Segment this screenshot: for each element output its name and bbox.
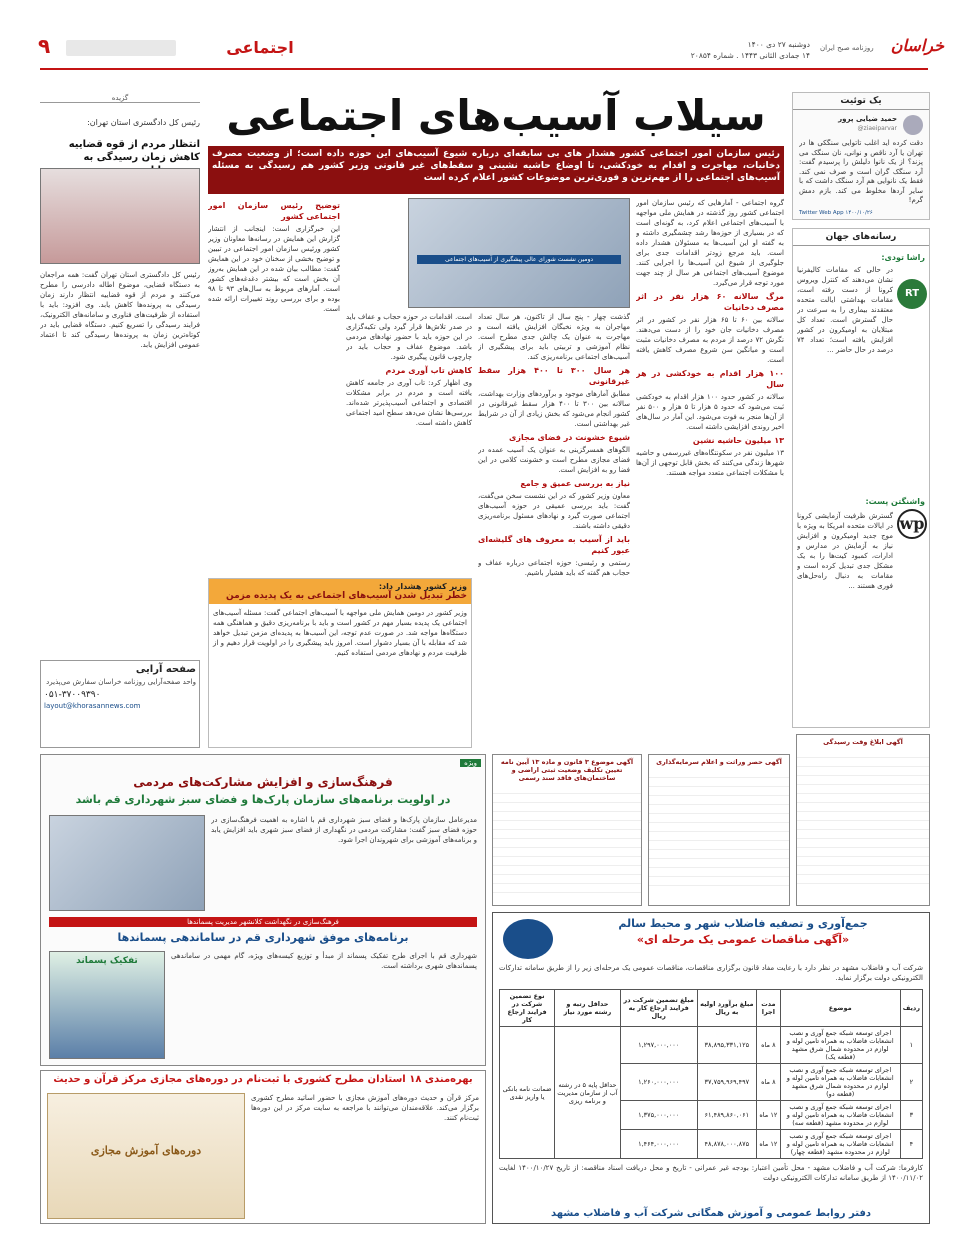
tweet-footer: Twitter Web App ۱۴۰۰/۱۰/۲۶	[799, 210, 873, 216]
waste-promo	[49, 951, 165, 1059]
table-cell: ۱,۲۶۰,۰۰۰,۰۰۰	[620, 1064, 697, 1101]
tender-header-cell: مبلغ برآورد اولیه به ریال	[697, 990, 756, 1027]
ad-strip: فرهنگ‌سازی در نگهداشت کلانشهر مدیریت پسماندها	[49, 917, 477, 927]
subhead-explanation: توضیح رئیس سازمان امور اجتماعی کشور	[208, 201, 340, 221]
contact-title: صفحه آرایی	[135, 664, 196, 675]
table-row	[500, 1027, 923, 1064]
world-media-box	[792, 228, 930, 728]
notice-3-title: آگهی ابلاغ وقت رسیدگی	[823, 738, 903, 746]
table-cell: ۱,۲۹۷,۰۰۰,۰۰۰	[620, 1027, 697, 1064]
article-hijab: است. اقدامات در حوزه حجاب و عفاف باید در صدر تلاش‌ها قرار گیرد ولی تکیه‌گزاری در این حوزه باید با حضور نهادهای مردمی باشد. موضوع عفاف و حجاب باید در چارچوب قانون پیگیری شود.	[346, 313, 472, 361]
tender-header-cell: حداقل رتبه و رشته مورد نیاز	[555, 990, 620, 1027]
world-media-header: رسانه‌های جهان	[793, 229, 929, 246]
tweet-handle: @ziaeiparvar	[857, 125, 897, 132]
subhead-abortion: هر سال ۳۰۰ تا ۴۰۰ هزار سقط غیرقانونی	[478, 366, 630, 386]
tender-header-cell: نوع تضمین شرکت در فرایند ارجاع کار	[500, 990, 555, 1027]
tender-header-cell: موضوع	[780, 990, 900, 1027]
table-cell: ۱۲ ماه	[757, 1130, 781, 1159]
table-cell: ۳۸,۸۹۵,۳۳۱,۱۲۵	[697, 1027, 756, 1064]
ad-body-2: شهرداری قم با اجرای طرح تفکیک پسماند از مبدأ و توزیع کیسه‌های ویژه، گام مهمی در ساماندهی پسماندهای شهری برداشته است.	[171, 952, 477, 970]
contact-email: layout@khorasannews.com	[44, 702, 141, 710]
selection-kicker: گزیده	[40, 94, 200, 103]
water-logo	[503, 919, 553, 959]
table-cell: ۳۷,۷۵۹,۹۶۹,۴۹۷	[697, 1064, 756, 1101]
tender-table	[499, 989, 923, 1159]
table-cell: ۸ ماه	[757, 1064, 781, 1101]
masthead	[0, 0, 960, 84]
article-violence: الگوهای همسرگزینی به عنوان یک آسیب عمده در فضای مجازی مطرح است و خشونت کلامی در این فضا رو به افزایش است.	[478, 446, 630, 474]
subhead-review: نیاز به بررسی عمیق و جامع	[520, 479, 630, 488]
logo-sub: روزنامه صبح ایران	[820, 44, 874, 52]
rt-logo: RT	[897, 279, 927, 309]
subhead-violence: شیوع خشونت در فضای مجازی	[509, 433, 630, 442]
subhead-resilience: کاهش تاب آوری مردم	[385, 366, 472, 375]
ad-title-1: فرهنگ‌سازی و افزایش مشارکت‌های مردمی	[133, 775, 393, 789]
warning-kicker: وزیر کشور هشدار داد:	[378, 582, 467, 591]
ad-photo	[49, 815, 205, 911]
ad-kicker: ویژه	[460, 759, 481, 767]
tender-ad	[492, 912, 930, 1224]
table-cell: ۴۸,۸۷۸,۰۰۰,۸۷۵	[697, 1130, 756, 1159]
tender-header-row	[500, 990, 923, 1027]
quran-promo	[47, 1093, 245, 1219]
table-cell: ۶۱,۴۸۹,۸۶۰,۰۶۱	[697, 1101, 756, 1130]
photo-banner: دومین نشست شورای عالی پیشگیری از آسیب‌های اجتماعی	[417, 255, 621, 264]
subhead-suicide: ۱۰۰ هزار اقدام به خودکشی در هر سال	[636, 369, 784, 389]
article-migration: گذشت چهار - پنج سال از تاکنون، هر سال تعداد مهاجران به ویژه نخبگان افزایش یافته است و مهاجرت به عنوان یک چالش جدی مطرح است. نظام آموزشی و تربیتی باید برای پیشگیری از آسیب‌های اجتماعی برنامه‌ریزی کند.	[478, 313, 630, 361]
tender-intro: شرکت آب و فاضلاب مشهد در نظر دارد با رعایت مفاد قانون برگزاری مناقصات، مناقصات عمومی یک مرحله‌ای زیر را از طریق سامانه تدارکات الکترونیکی دولت برگزار نماید.	[499, 964, 923, 982]
date-line-2: ۱۴ جمادی الثانی ۱۴۴۳ . شماره ۲۰۸۵۴	[690, 51, 810, 60]
table-cell: اجرای توسعه شبکه جمع آوری و نصب انشعابات فاضلاب به همراه تامین لوله و لوازم در محدوده مشهد (قطعه چهار)	[780, 1130, 900, 1159]
ad-title-2: در اولویت برنامه‌های سازمان پارک‌ها و فضای سبز شهرداری قم باشد	[75, 793, 451, 806]
date-line-1: دوشنبه ۲۷ دی ۱۴۰۰	[747, 40, 810, 49]
tender-footer: کارفرما: شرکت آب و فاضلاب مشهد - محل تأمین اعتبار: بودجه غیر عمرانی - تاریخ و محل دریافت اسناد مناقصه: از تاریخ ۱۴۰۰/۱۰/۲۷ لغایت ۱۴۰۰/۱۱/۰۲ از طریق سامانه تدارکات الکترونیکی دولت	[499, 1164, 923, 1182]
table-cell: ۱,۴۶۴,۰۰۰,۰۰۰	[620, 1130, 697, 1159]
notice-2-title: آگهی حصر وراثت و اعلام سرمایه‌گذاری	[656, 758, 782, 766]
logo: خراسان	[890, 36, 944, 55]
table-cell: ۱,۳۷۵,۰۰۰,۰۰۰	[620, 1101, 697, 1130]
media-item-2-body: گسترش ظرفیت آزمایشی کرونا در ایالات متحده امریکا به ویژه با موج جدید اومیکرون و افزایش نیاز به آزمایش در مدارس و ادارات، کمبود کیت‌ها را به یک مشکل جدی تبدیل کرده است و مقامات به دنبال راه‌حل‌های فوری هستند ...	[797, 512, 893, 590]
selection-source: رئیس کل دادگستری استان تهران:	[87, 118, 200, 127]
article-suicide: سالانه در کشور حدود ۱۰۰ هزار اقدام به خودکشی ثبت می‌شود که حدود ۵ هزار تا ۵ هزار و ۵۰۰ نفر از آن‌ها منجر به فوت می‌شود. این آمار در سال‌های اخیر روندی افزایشی داشته است.	[636, 393, 784, 431]
tender-header-cell: مدت اجرا	[757, 990, 781, 1027]
selection-title: انتظار مردم از قوه قضاییه کاهش زمان رسیدگی به	[68, 139, 200, 163]
section-title: اجتماعی	[226, 38, 294, 57]
notice-2-body	[649, 769, 789, 889]
main-photo	[408, 198, 630, 308]
tweet-header: یک توئیت	[793, 93, 929, 110]
tender-title: جمع‌آوری و تصفیه فاضلاب شهر و محیط سالم	[618, 917, 868, 930]
page-number: ۹	[38, 34, 51, 58]
selection-body: رئیس کل دادگستری استان تهران گفت: همه مراجعان به دستگاه قضایی، موضوع اطاله دادرسی را مطرح می‌کنند و مردم از قوه قضاییه انتظار دارند زمان رسیدگی به پرونده‌ها کاهش یابد. وی افزود: باید با استفاده از ظرفیت‌های فناوری و سامانه‌های الکترونیک، فرایند رسیدگی را تسریع کنیم. دستگاه قضایی باید در کوتاه‌ترین زمان به پرونده‌ها رسیدگی کند تا اعتماد عمومی افزایش یابد.	[40, 271, 200, 349]
media-item-1-title: راشا تودی:	[881, 253, 925, 262]
table-cell: ۸ ماه	[757, 1027, 781, 1064]
quran-ad	[40, 1070, 486, 1224]
notice-1-body	[493, 785, 641, 895]
selection-photo	[40, 168, 200, 264]
subhead-slums: ۱۳ میلیون حاشیه نشین	[692, 436, 784, 445]
warning-body: وزیر کشور در دومین همایش ملی مواجهه با آسیب‌های اجتماعی گفت: مسئله آسیب‌های اجتماعی یک پدیده بسیار مهم در کشور است و باید با برنامه‌ریزی دقیق و هماهنگی همه دستگاه‌ها مواجه شد. در صورت عدم توجه، این آسیب‌ها به پدیده‌ای مزمن تبدیل خواهد شد که مقابله با آن بسیار دشوار است. امروز باید پیشگیری را در اولویت قرار دهیم و از ظرفیت مردم و نهادهای مردمی استفاده کنیم.	[213, 609, 467, 657]
tweet-body: دقت کرده اید اغلب تاتوایی سنگکی ها در تهران یا آرد ناقص و نوانی، نان سنگک می پزند؟ از یک نانوا دلیلش را پرسیدم گفت: آرد سنگک گران است و صرف نمی کند. فقط یک نانوایی هم آرد سنگک داشت که با سایر آردها مخلوط می کند. بازم دمش گرم!	[799, 139, 923, 204]
table-cell: ضمانت نامه بانکی یا واریز نقدی	[500, 1027, 555, 1159]
notice-1	[492, 754, 642, 906]
headline-title: سیلاب آسیب‌های اجتماعی	[226, 91, 766, 140]
tweet-box	[792, 92, 930, 220]
article-col-3	[346, 312, 472, 574]
media-item-1-body: در حالی که مقامات کالیفرنیا نشان می‌دهند که کنترل ویروس کرونا از دست رفته است، مقامات بهداشتی ایالت متحده معتقدند بیماری را به سرعت در حال گسترش است. تعداد کل مبتلایان به اومیکرون در کشور افزایش یافته است؛ تعداد ۷۴ درصد در حال حاضر ...	[797, 266, 893, 354]
section-bar	[66, 40, 176, 56]
contact-box	[40, 660, 200, 748]
table-cell: اجرای توسعه شبکه جمع آوری و نصب انشعابات فاضلاب به همراه تامین لوله و لوازم در محدوده شمال شرق مشهد (قطعه دو)	[780, 1064, 900, 1101]
article-abortion: مطابق آمارهای موجود و برآوردهای وزارت بهداشت، سالانه بین ۳۰۰ تا ۴۰۰ هزار سقط غیرقانونی در کشور انجام می‌شود که بخش زیادی از آن در شرایط غیر بهداشتی است.	[478, 390, 630, 428]
notice-3	[796, 734, 930, 906]
tender-header-cell: مبلغ تضمین شرکت در فرایند ارجاع کار به ریال	[620, 990, 697, 1027]
notice-2	[648, 754, 790, 906]
subhead-tobacco: مرگ سالانه ۶۰ هزار نفر در اثر مصرف دخانیات	[636, 292, 784, 312]
ad-body: مدیرعامل سازمان پارک‌ها و فضای سبز شهرداری قم با اشاره به اهمیت فرهنگ‌سازی در حوزه فضای سبز گفت: مشارکت مردمی در نگهداری از فضای سبز شهری باید افزایش یابد و برنامه‌های آموزشی برای شهروندان اجرا شود.	[211, 816, 477, 844]
notice-3-body	[797, 749, 929, 889]
article-explanation: این خبرگزاری است: اینجانب از انتشار گزارش این همایش در رسانه‌ها معاونان وزیر کشور ورئیس سازمان امور اجتماعی در تبیین و توضیح بخشی از سخنان خود در این همایش گفت: مطالب بیان شده در این همایش به‌روز آن بخش است که بیشتر دغدغه‌های کشور است. آمارهای مربوط به سال‌های ۹۳ تا ۹۸ بوده و برای بررسی روند تغییرات ارائه شده است.	[208, 225, 340, 313]
quran-promo-title: دوره‌های آموزش مجازی	[90, 1144, 202, 1157]
article-review: معاون وزیر کشور که در این نشست سخن می‌گفت، گفت: باید بررسی عمیقی در حوزه آسیب‌های اجتماعی صورت گیرد و نهادهای مسئول برنامه‌ریزی دقیقی داشته باشند.	[478, 492, 630, 530]
municipality-ad	[40, 754, 486, 1066]
table-cell: ۳	[900, 1101, 922, 1130]
article-col-1	[636, 198, 784, 748]
wp-logo: wp	[897, 509, 927, 539]
table-cell: ۴	[900, 1130, 922, 1159]
article-cliche: رستمی و رئیسی: حوزه اجتماعی درباره عفاف و حجاب هم گفته که باید هشیار باشیم.	[478, 559, 630, 577]
avatar	[903, 115, 923, 135]
table-cell: ۱۲ ماه	[757, 1101, 781, 1130]
table-cell: ۱	[900, 1027, 922, 1064]
ad-title-3: برنامه‌های موفق شهرداری قم در ساماندهی پسماندها	[117, 931, 409, 944]
article-resilience: وی اظهار کرد: تاب آوری در جامعه کاهش یافته است و مردم در برابر مشکلات اقتصادی و اجتماعی آسیب‌پذیرتر شده‌اند. بررسی‌ها نشان می‌دهد سطح امید اجتماعی کاهش داشته است.	[346, 379, 472, 427]
media-item-2-title: واشنگتن پست:	[865, 497, 925, 506]
article-intro: گروه اجتماعی - آمارهایی که رئیس سازمان امور اجتماعی کشور روز گذشته در همایش ملی مواجهه با آسیب‌های اجتماعی اعلام کرد، به گونه‌ای است که در بسیاری از حوزه‌ها رشد چشمگیری داشته و به گفته او این آسیب‌ها به مسئولان هشدار داده است. باید مرجع زودتر اقدامات جدی برای جلوگیری از شیوع این آسیب‌ها را اجرایی کنند. موضوع آسیب‌های اجتماعی هر سال از چند جهت مورد توجه قرار می‌گیرد.	[636, 199, 784, 287]
warning-box	[208, 578, 472, 748]
tender-subtitle: «آگهی مناقصات عمومی یک مرحله ای»	[636, 933, 850, 946]
article-col-4	[208, 198, 340, 574]
tweet-author: حمید ضیایی پرور	[838, 115, 897, 123]
article-slums: ۱۳ میلیون نفر در سکونتگاه‌های غیررسمی و حاشیه شهرها زندگی می‌کنند که بخش قابل توجهی از آن‌ها با مشکلات اجتماعی متعدد مواجه هستند.	[636, 449, 784, 477]
subhead-cliche: باید از آسیب به معروف های گلیشه‌ای عبور کنیم	[478, 535, 630, 555]
quran-body: مرکز قرآن و حدیث دوره‌های آموزش مجازی با حضور اساتید مطرح کشوری برگزار می‌کند. علاقه‌مندان می‌توانند با مراجعه به سایت مرکز در این دوره‌ها ثبت‌نام کنند.	[251, 1094, 479, 1122]
quran-title: بهره‌مندی ۱۸ استادان مطرح کشوری با ثبت‌نام در دوره‌های مجازی مرکز قرآن و حدیث	[53, 1074, 473, 1085]
article-col-2	[478, 312, 630, 748]
table-cell: اجرای توسعه شبکه جمع آوری و نصب انشعابات فاضلاب به همراه تامین لوله و لوازم در محدوده شمال شرق مشهد (قطعه یک)	[780, 1027, 900, 1064]
contact-phone: ۰۵۱-۳۷۰۰۹۳۹۰	[44, 690, 101, 700]
table-cell: ۲	[900, 1064, 922, 1101]
contact-body: واحد صفحه‌آرایی روزنامه خراسان سفارش می‌پذیرد	[46, 678, 196, 686]
notice-1-title: آگهی موضوع ۳ قانون و ماده ۱۳ آیین نامه تعیین تکلیف وضعیت ثبتی اراضی و ساختمان‌های فاقد سند رسمی	[500, 758, 634, 782]
article-tobacco: سالانه بین ۶۰ تا ۶۵ هزار نفر در کشور در اثر مصرف دخانیات جان خود را از دست می‌دهند. نگرش ۷۲ درصد از مردم به مصرف دخانیات مثبت است و میانگین سن شروع مصرف کاهش یافته است.	[636, 316, 784, 364]
headline-dek: رئیس سازمان امور اجتماعی کشور هشدار های بی سابقه‌ای درباره شیوع آسیب‌های این حوزه داده است؛ از وضعیت مصرف دخانیات، مهاجرت و اقدام به خودکشی، تا اوضاع حاشیه نشینی و سقط‌های غیر قانونی وزیر کشور هم رسیدگی به مسئله آسیب‌های اجتماعی را از مهم‌ترین و فوری‌ترین موضوعات کشور اعلام کرده است	[208, 146, 784, 194]
waste-promo-title: تفکیک پسماند	[76, 956, 138, 966]
tender-header-cell: ردیف	[900, 990, 922, 1027]
tender-signature: دفتر روابط عمومی و آموزش همگانی شرکت آب و فاضلاب مشهد	[550, 1208, 871, 1219]
table-cell: اجرای توسعه شبکه جمع آوری و نصب انشعابات فاضلاب به همراه تامین لوله و لوازم در محدوده مشهد (قطعه سه)	[780, 1101, 900, 1130]
warning-header	[209, 579, 471, 604]
table-cell: حداقل پایه ۵ در رشته آب از سازمان مدیریت و برنامه ریزی	[555, 1027, 620, 1159]
warning-title: خطر تبدیل شدن آسیب‌های اجتماعی به یک پدیده مزمن	[226, 591, 467, 601]
